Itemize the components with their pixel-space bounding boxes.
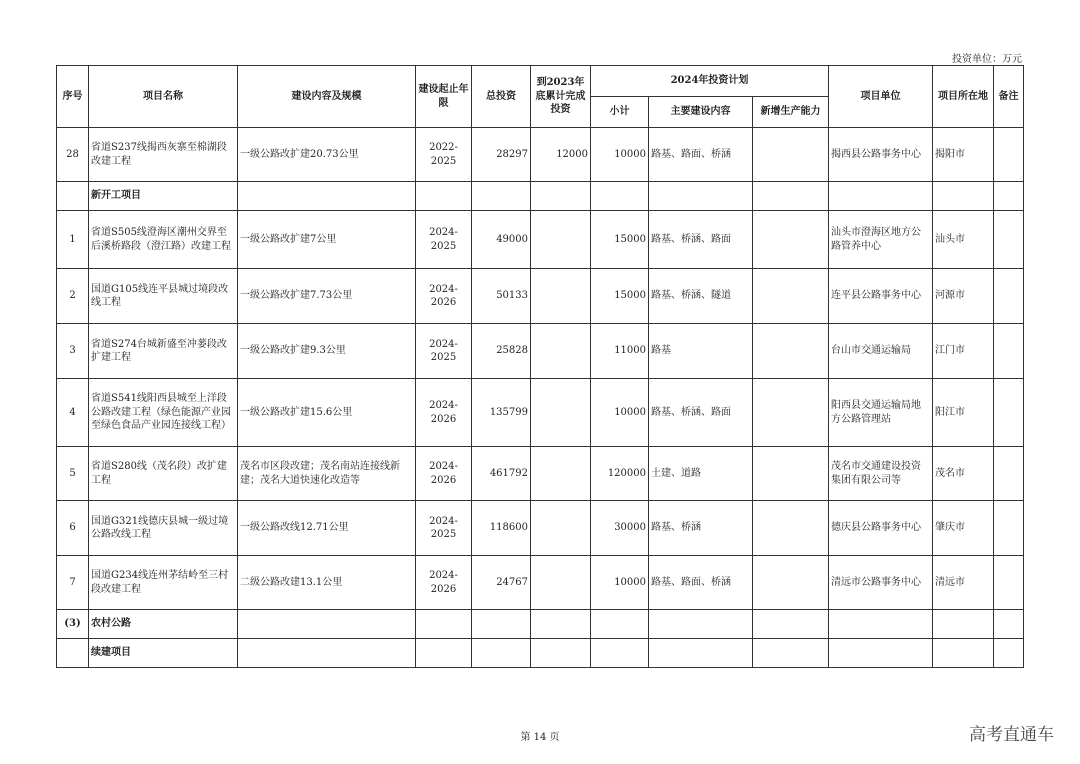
cell-empty xyxy=(472,639,531,668)
cell-remark xyxy=(994,269,1024,324)
cell-unit: 德庆县公路事务中心 xyxy=(829,501,933,556)
cell-location: 清远市 xyxy=(933,556,994,610)
cell-total: 28297 xyxy=(472,128,531,182)
cell-empty xyxy=(753,182,829,211)
cell-period: 2024-2026 xyxy=(416,447,472,501)
cell-unit: 茂名市交通建设投资集团有限公司等 xyxy=(829,447,933,501)
cell-empty xyxy=(753,639,829,668)
cell-name: 省道S280线（茂名段）改扩建工程 xyxy=(89,447,238,501)
header-period: 建设起止年限 xyxy=(416,66,472,128)
cell-empty xyxy=(238,182,416,211)
cell-unit: 连平县公路事务中心 xyxy=(829,269,933,324)
cell-main-content: 路基、桥涵、路面 xyxy=(649,379,753,447)
cell-empty xyxy=(649,639,753,668)
cell-done2023 xyxy=(531,379,591,447)
cell-unit: 清远市公路事务中心 xyxy=(829,556,933,610)
table-row xyxy=(57,211,1024,269)
cell-total: 118600 xyxy=(472,501,531,556)
cell-period: 2024-2026 xyxy=(416,269,472,324)
cell-empty xyxy=(753,610,829,639)
table-row xyxy=(57,447,1024,501)
cell-content: 一级公路改扩建7公里 xyxy=(238,211,416,269)
cell-empty xyxy=(591,182,649,211)
cell-empty xyxy=(472,610,531,639)
cell-name: 省道S237线揭西灰寨至棉湖段改建工程 xyxy=(89,128,238,182)
header-remark: 备注 xyxy=(994,66,1024,128)
cell-total: 49000 xyxy=(472,211,531,269)
cell-empty xyxy=(829,610,933,639)
cell-location: 阳江市 xyxy=(933,379,994,447)
cell-seq: 7 xyxy=(57,556,89,610)
section-rural-seq: (3) xyxy=(57,610,89,639)
header-location: 项目所在地 xyxy=(933,66,994,128)
investment-table xyxy=(56,65,1024,668)
cell-empty xyxy=(472,182,531,211)
cell-done2023 xyxy=(531,501,591,556)
cell-period: 2022-2025 xyxy=(416,128,472,182)
table-row xyxy=(57,128,1024,182)
cell-capacity xyxy=(753,556,829,610)
cell-total: 461792 xyxy=(472,447,531,501)
cell-empty xyxy=(238,639,416,668)
watermark: 高考直通车 xyxy=(969,725,1054,745)
cell-empty xyxy=(531,610,591,639)
cell-done2023 xyxy=(531,324,591,379)
cell-empty xyxy=(994,182,1024,211)
cell-capacity xyxy=(753,269,829,324)
cell-seq: 28 xyxy=(57,128,89,182)
cell-location: 江门市 xyxy=(933,324,994,379)
cell-total: 50133 xyxy=(472,269,531,324)
cell-empty xyxy=(416,610,472,639)
table-row xyxy=(57,324,1024,379)
cell-subtotal: 10000 xyxy=(591,379,649,447)
table-row xyxy=(57,556,1024,610)
investment-unit-label: 投资单位：万元 xyxy=(952,54,1022,65)
cell-total: 135799 xyxy=(472,379,531,447)
cell-unit: 汕头市澄海区地方公路管养中心 xyxy=(829,211,933,269)
cell-done2023 xyxy=(531,269,591,324)
cell-name: 省道S274台城新盛至冲蒌段改扩建工程 xyxy=(89,324,238,379)
cell-main-content: 路基、桥涵 xyxy=(649,501,753,556)
cell-seq: 4 xyxy=(57,379,89,447)
section-continue-label: 续建项目 xyxy=(89,639,238,668)
cell-subtotal: 11000 xyxy=(591,324,649,379)
cell-subtotal: 120000 xyxy=(591,447,649,501)
header-seq: 序号 xyxy=(57,66,89,128)
cell-subtotal: 10000 xyxy=(591,128,649,182)
cell-seq: 5 xyxy=(57,447,89,501)
cell-capacity xyxy=(753,324,829,379)
header-name: 项目名称 xyxy=(89,66,238,128)
cell-content: 二级公路改建13.1公里 xyxy=(238,556,416,610)
cell-empty xyxy=(994,639,1024,668)
cell-content: 一级公路改扩建20.73公里 xyxy=(238,128,416,182)
header-unit: 项目单位 xyxy=(829,66,933,128)
cell-capacity xyxy=(753,211,829,269)
cell-empty xyxy=(829,639,933,668)
cell-remark xyxy=(994,211,1024,269)
table-row xyxy=(57,379,1024,447)
cell-seq: 1 xyxy=(57,211,89,269)
cell-content: 一级公路改扩建15.6公里 xyxy=(238,379,416,447)
cell-main-content: 路基、路面、桥涵 xyxy=(649,556,753,610)
cell-remark xyxy=(994,447,1024,501)
header-capacity: 新增生产能力 xyxy=(753,97,829,128)
cell-unit: 台山市交通运输局 xyxy=(829,324,933,379)
header-main-content: 主要建设内容 xyxy=(649,97,753,128)
cell-remark xyxy=(994,324,1024,379)
cell-total: 25828 xyxy=(472,324,531,379)
table-row xyxy=(57,269,1024,324)
cell-capacity xyxy=(753,501,829,556)
cell-content: 一级公路改扩建9.3公里 xyxy=(238,324,416,379)
header-done2023: 到2023年底累计完成投资 xyxy=(531,66,591,128)
cell-period: 2024-2026 xyxy=(416,556,472,610)
cell-capacity xyxy=(753,379,829,447)
cell-period: 2024-2025 xyxy=(416,211,472,269)
cell-total: 24767 xyxy=(472,556,531,610)
cell-empty xyxy=(57,182,89,211)
section-row-rural xyxy=(57,610,1024,639)
cell-period: 2024-2025 xyxy=(416,501,472,556)
cell-empty xyxy=(933,610,994,639)
section-rural-label: 农村公路 xyxy=(89,610,238,639)
cell-capacity xyxy=(753,128,829,182)
cell-name: 省道S541线阳西县城至上洋段公路改建工程（绿色能源产业园至绿色食品产业园连接线工程） xyxy=(89,379,238,447)
cell-location: 汕头市 xyxy=(933,211,994,269)
cell-seq: 2 xyxy=(57,269,89,324)
section-row-new xyxy=(57,182,1024,211)
header-subtotal: 小计 xyxy=(591,97,649,128)
cell-period: 2024-2025 xyxy=(416,324,472,379)
cell-empty xyxy=(531,182,591,211)
cell-empty xyxy=(994,610,1024,639)
cell-empty xyxy=(829,182,933,211)
header-plan2024: 2024年投资计划 xyxy=(591,66,829,97)
cell-empty xyxy=(416,182,472,211)
cell-content: 茂名市区段改建；茂名南站连接线新建；茂名大道快速化改造等 xyxy=(238,447,416,501)
cell-unit: 揭西县公路事务中心 xyxy=(829,128,933,182)
cell-main-content: 路基、桥涵、路面 xyxy=(649,211,753,269)
cell-period: 2024-2026 xyxy=(416,379,472,447)
cell-remark xyxy=(994,128,1024,182)
cell-location: 揭阳市 xyxy=(933,128,994,182)
cell-empty xyxy=(649,182,753,211)
cell-name: 国道G321线德庆县城一级过境公路改线工程 xyxy=(89,501,238,556)
table-row xyxy=(57,501,1024,556)
cell-empty xyxy=(531,639,591,668)
cell-done2023 xyxy=(531,556,591,610)
cell-content: 一级公路改扩建7.73公里 xyxy=(238,269,416,324)
cell-remark xyxy=(994,501,1024,556)
cell-location: 肇庆市 xyxy=(933,501,994,556)
cell-seq: 3 xyxy=(57,324,89,379)
cell-main-content: 路基 xyxy=(649,324,753,379)
cell-empty xyxy=(416,639,472,668)
cell-name: 省道S505线澄海区潮州交界至后溪桥路段（澄江路）改建工程 xyxy=(89,211,238,269)
cell-name: 国道G105线连平县城过境段改线工程 xyxy=(89,269,238,324)
cell-subtotal: 15000 xyxy=(591,211,649,269)
page-number: 第 14 页 xyxy=(520,732,560,743)
cell-name: 国道G234线连州茅结岭至三村段改建工程 xyxy=(89,556,238,610)
cell-location: 河源市 xyxy=(933,269,994,324)
header-content: 建设内容及规模 xyxy=(238,66,416,128)
cell-main-content: 路基、路面、桥涵 xyxy=(649,128,753,182)
cell-main-content: 路基、桥涵、隧道 xyxy=(649,269,753,324)
cell-empty xyxy=(591,610,649,639)
header-total: 总投资 xyxy=(472,66,531,128)
cell-empty xyxy=(933,639,994,668)
cell-content: 一级公路改线12.71公里 xyxy=(238,501,416,556)
cell-empty xyxy=(933,182,994,211)
section-row-continue xyxy=(57,639,1024,668)
cell-done2023 xyxy=(531,211,591,269)
cell-empty xyxy=(649,610,753,639)
cell-subtotal: 15000 xyxy=(591,269,649,324)
cell-empty xyxy=(591,639,649,668)
cell-seq: 6 xyxy=(57,501,89,556)
cell-unit: 阳西县交通运输局地方公路管理站 xyxy=(829,379,933,447)
cell-empty xyxy=(57,639,89,668)
cell-remark xyxy=(994,556,1024,610)
cell-location: 茂名市 xyxy=(933,447,994,501)
cell-remark xyxy=(994,379,1024,447)
cell-empty xyxy=(238,610,416,639)
section-new-label: 新开工项目 xyxy=(89,182,238,211)
cell-done2023 xyxy=(531,447,591,501)
cell-subtotal: 10000 xyxy=(591,556,649,610)
cell-main-content: 土建、道路 xyxy=(649,447,753,501)
cell-done2023: 12000 xyxy=(531,128,591,182)
cell-subtotal: 30000 xyxy=(591,501,649,556)
project-rows xyxy=(57,211,1024,610)
cell-capacity xyxy=(753,447,829,501)
